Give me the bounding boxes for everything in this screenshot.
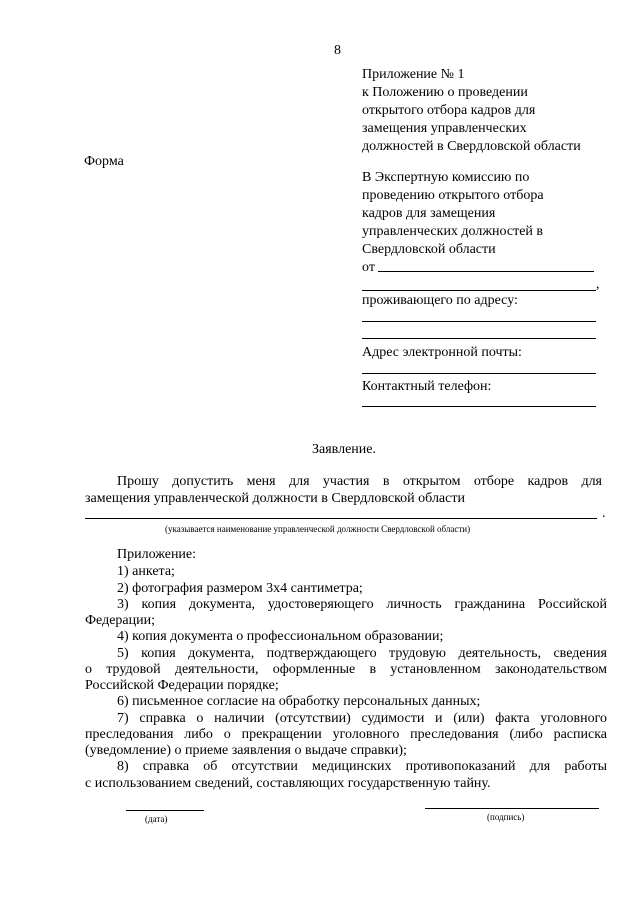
attachment-item: 3) копия документа, удостоверяющего личность гражданина Российской	[117, 597, 607, 612]
appendix-heading-line: открытого отбора кадров для	[362, 103, 536, 118]
attachment-item: Федерации;	[85, 613, 156, 628]
attachment-item: Российской Федерации порядке;	[85, 678, 279, 693]
residence-label: проживающего по адресу:	[362, 293, 518, 308]
period-mark: .	[602, 506, 606, 521]
position-name-field[interactable]	[85, 518, 597, 519]
attachment-item: с использованием сведений, составляющих государственную тайну.	[85, 776, 491, 791]
attachment-item: (уведомление) о приеме заявления о выдаче справки);	[85, 743, 407, 758]
date-field[interactable]	[126, 810, 204, 811]
addressee-block	[362, 169, 544, 259]
addressee-line: управленческих должностей в	[362, 224, 544, 239]
attachment-item: 5) копия документа, подтверждающего трудовую деятельность, сведения	[117, 646, 607, 661]
attachment-item: 8) справка об отсутствии медицинских противопоказаний для работы	[117, 759, 607, 774]
applicant-name-field-2[interactable]	[362, 290, 596, 291]
from-label: от	[362, 260, 375, 275]
appendix-heading-line: замещения управленческих	[362, 121, 527, 136]
request-line: замещения управленческой должности в Свердловской области	[85, 491, 465, 506]
addressee-line: кадров для замещения	[362, 206, 496, 221]
addressee-line: Свердловской области	[362, 242, 496, 257]
attachments-title: Приложение:	[117, 547, 197, 562]
email-label: Адрес электронной почты:	[362, 345, 522, 360]
comma-mark: ,	[596, 277, 600, 292]
phone-label: Контактный телефон:	[362, 379, 492, 394]
page-number: 8	[334, 43, 341, 58]
signature-caption: (подпись)	[487, 812, 525, 822]
attachment-item: 7) справка о наличии (отсутствии) судимости и (или) факта уголовного	[117, 711, 607, 726]
request-line: Прошу допустить меня для участия в открытом отборе кадров для	[117, 474, 602, 489]
phone-field[interactable]	[362, 406, 596, 407]
attachment-item: 1) анкета;	[117, 564, 175, 579]
date-caption: (дата)	[145, 814, 168, 824]
email-field[interactable]	[362, 373, 596, 374]
signature-field[interactable]	[425, 808, 599, 809]
attachment-item: преследования либо о прекращении уголовного преследования (либо расписка	[85, 727, 607, 742]
attachment-item: 2) фотография размером 3х4 сантиметра;	[117, 581, 363, 596]
addressee-line: В Экспертную комиссию по	[362, 170, 530, 185]
attachment-item: 6) письменное согласие на обработку персональных данных;	[117, 694, 481, 709]
position-hint: (указывается наименование управленческой должности Свердловской области)	[165, 524, 471, 534]
applicant-name-field[interactable]	[378, 271, 594, 272]
appendix-heading-line: должностей в Свердловской области	[362, 139, 581, 154]
appendix-heading-line: к Положению о проведении	[362, 85, 528, 100]
document-title: Заявление.	[312, 442, 376, 457]
residence-field-2[interactable]	[362, 338, 596, 339]
residence-field[interactable]	[362, 321, 596, 322]
appendix-heading	[362, 66, 581, 156]
attachment-item: о трудовой деятельности, оформленные в установленном законодательством	[85, 662, 607, 677]
appendix-heading-line: Приложение № 1	[362, 67, 465, 82]
form-label: Форма	[84, 154, 124, 169]
addressee-line: проведению открытого отбора	[362, 188, 544, 203]
attachment-item: 4) копия документа о профессиональном образовании;	[117, 629, 444, 644]
